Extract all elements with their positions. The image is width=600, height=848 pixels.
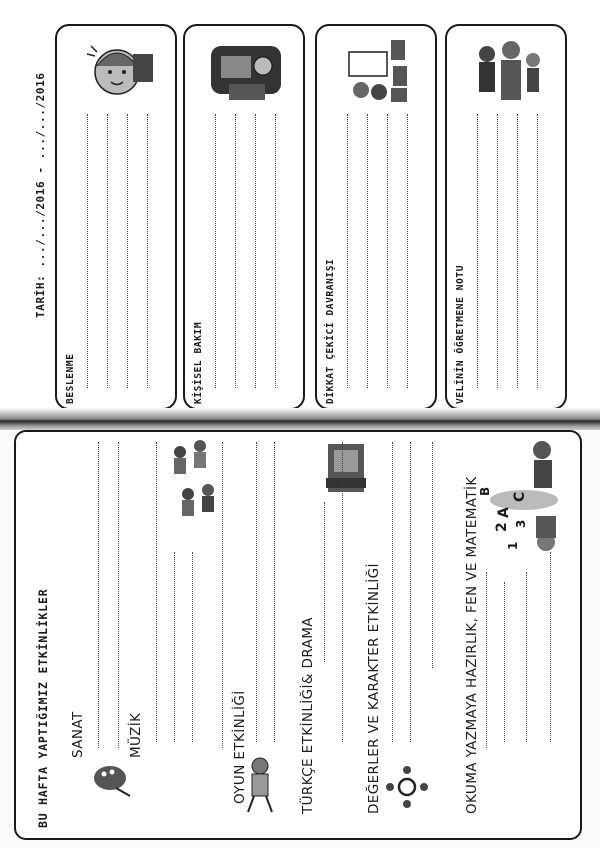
top-page [0,0,600,416]
letter-b: B [478,486,492,496]
veli-notu-box [445,24,567,410]
degerler-label: DEĞERLER VE KARAKTER ETKİNLİĞİ [366,563,382,814]
child-playing-icon [238,752,282,816]
oyun-label: OYUN ETKİNLİĞİ [232,690,248,804]
sanat-label: SANAT [70,711,86,758]
okuma-label: OKUMA YAZMAYA HAZIRLIK, FEN VE MATEMATİK [464,476,480,814]
kisisel-bakim-label: KİŞİSEL BAKIM [193,321,204,404]
palette-icon [90,758,132,798]
dikkat-label: DİKKAT ÇEKİCİ DAVRANIŞI [325,258,336,404]
activities-frame [14,430,582,840]
beslenme-label: BESLENME [65,353,76,404]
muzik-label: MÜZİK [128,712,144,758]
family-icon [461,32,553,108]
letter-a: A [496,507,512,518]
flower-ornament-icon [382,762,432,812]
beslenme-box [55,24,177,410]
puppet-theatre-icon [322,438,370,498]
kisisel-bakim-box [183,24,305,410]
turkce-label: TÜRKÇE ETKİNLİĞİ& DRAMA [300,617,316,814]
child-washing-icon [199,32,291,108]
classroom-icon [331,32,423,108]
date-range: TARİH: .../.../2016 - .../.../2016 [34,72,47,318]
digit-1: 1 [506,541,520,550]
dikkat-box [315,24,437,410]
veli-notu-label: VELİNİN ÖĞRETMENE NOTU [455,264,466,404]
digit-3: 3 [514,519,528,528]
children-music-icon [164,432,224,542]
digit-2: 2 [494,522,510,532]
activities-title: BU HAFTA YAPTIĞIMIZ ETKİNLİKLER [36,588,50,828]
child-eating-icon [71,32,163,108]
page-fold [0,408,600,432]
letter-c: C [512,491,528,502]
